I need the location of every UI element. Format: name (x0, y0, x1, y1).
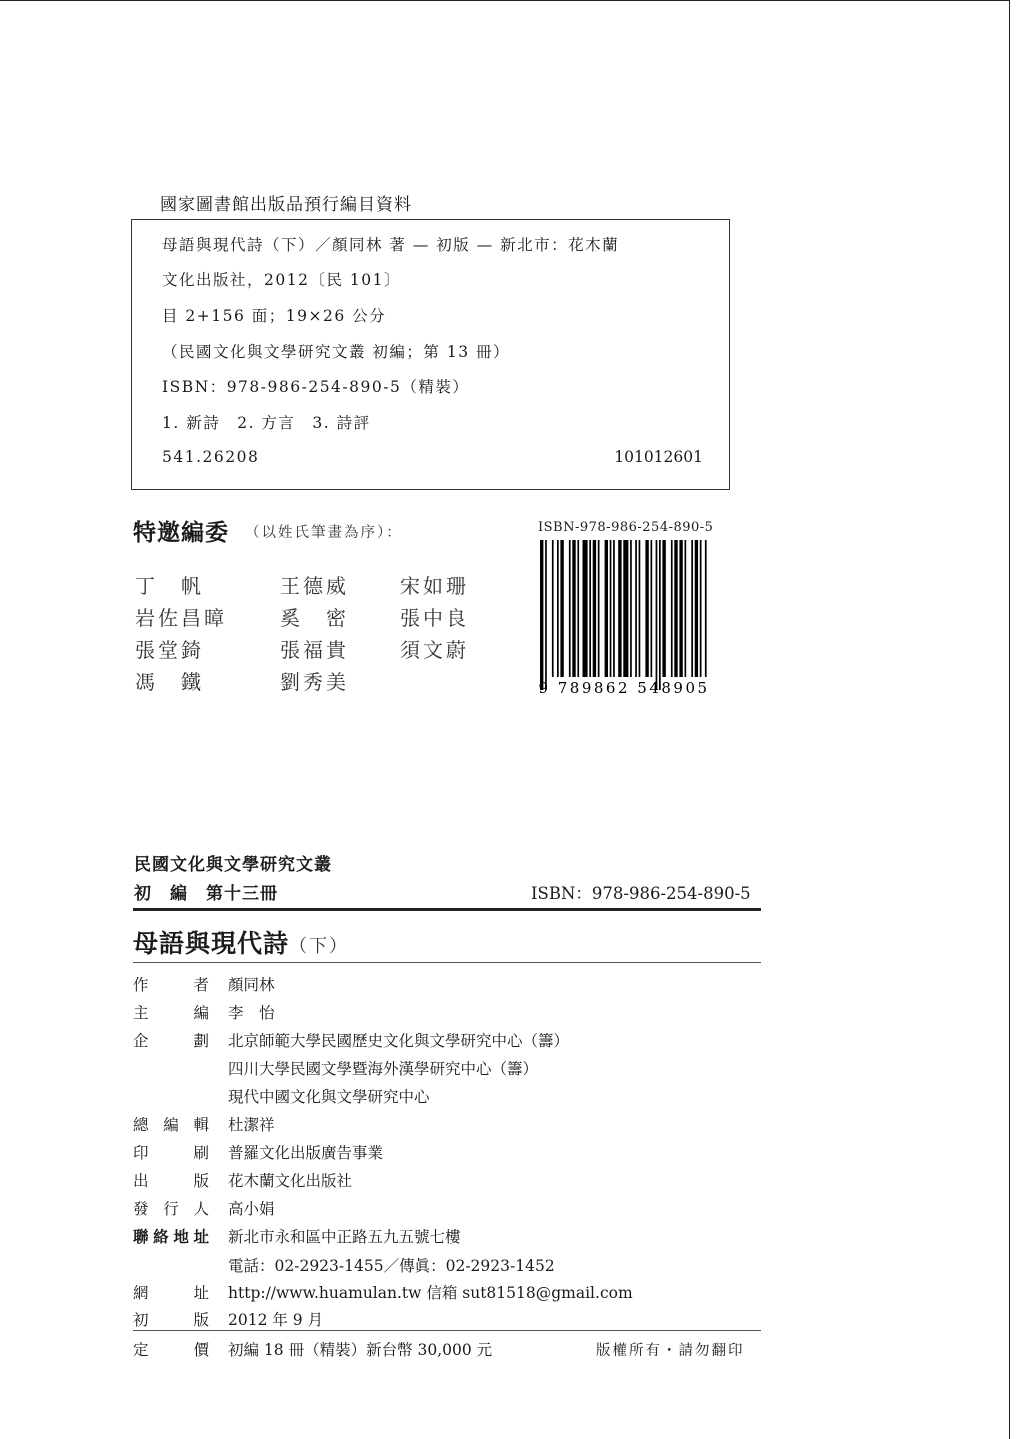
cip-heading: 國家圖書館出版品預行編目資料 (160, 195, 412, 215)
barcode-bar (560, 540, 563, 677)
rights-notice: 版權所有・請勿翻印 (596, 1343, 745, 1359)
phone-value: 電話：02-2923-1455／傳眞：02-2923-1452 (228, 1257, 555, 1275)
divider-thin (133, 962, 761, 963)
editor-label: 主 編 (133, 1004, 209, 1022)
editors-title: 特邀編委 (133, 519, 229, 546)
editor-name: 奚 密 (280, 606, 349, 630)
editor-name: 馮 鐵 (135, 670, 204, 694)
editor-name: 宋如珊 (400, 574, 469, 598)
barcode-bar (545, 540, 547, 690)
barcode-bar (583, 540, 588, 677)
barcode-bar (630, 540, 632, 677)
barcode-bar (593, 540, 596, 677)
barcode-bar (572, 540, 575, 677)
barcode-bar (618, 540, 621, 677)
cip-series-line: （民國文化與文學研究文叢 初編；第 13 冊） (162, 343, 511, 361)
barcode-bar (589, 540, 591, 677)
isbn-barcode (526, 536, 722, 696)
website-label: 網 址 (133, 1284, 209, 1302)
barcode-bar (598, 540, 600, 677)
cip-isbn-line: ISBN：978-986-254-890-5（精裝） (162, 378, 470, 396)
barcode-bar (679, 540, 682, 677)
chief-editor-label: 總 編 輯 (133, 1116, 209, 1134)
editor-name: 丁 帆 (135, 574, 204, 598)
planning-value-1: 北京師範大學民國歷史文化與文學研究中心（籌） (228, 1032, 570, 1050)
barcode-bar (635, 540, 637, 677)
printer-label: 印 刷 (133, 1144, 209, 1162)
barcode-bar (623, 540, 628, 677)
editor-name: 岩佐昌暲 (135, 606, 227, 630)
printer-value: 普羅文化出版廣告事業 (228, 1144, 384, 1162)
planning-value-3: 現代中國文化與文學研究中心 (228, 1088, 430, 1106)
series-volume: 初 編 第十三冊 (134, 884, 278, 904)
barcode-bar (540, 540, 543, 690)
barcode-bar (577, 540, 579, 677)
publisher-value: 花木蘭文化出版社 (228, 1172, 353, 1190)
barcode-bar (552, 540, 554, 677)
editors-note: （以姓氏筆畫為序）： (245, 525, 403, 541)
barcode-bar (671, 540, 673, 677)
cip-pages-line: 目 2+156 面；19×26 公分 (162, 307, 387, 325)
barcode-bar (645, 540, 648, 677)
barcode-bar (695, 540, 698, 677)
barcode-bar (651, 540, 653, 677)
editor-name: 須文蔚 (400, 638, 469, 662)
barcode-bar (662, 540, 665, 677)
editor-value: 李 怡 (228, 1004, 275, 1022)
barcode-bar (557, 540, 559, 677)
book-title (133, 924, 349, 960)
cip-title-line: 母語與現代詩（下）／顏同林 著 — 初版 — 新北市：花木蘭 (162, 236, 620, 254)
barcode-isbn-label: ISBN-978-986-254-890-5 (538, 520, 714, 535)
cip-subjects-line: 1. 新詩 2. 方言 3. 詩評 (162, 414, 371, 432)
cip-record-number: 101012601 (614, 448, 703, 466)
chief-editor-value: 杜潔祥 (228, 1116, 275, 1134)
barcode-bar (691, 540, 693, 677)
series-name: 民國文化與文學研究文叢 (134, 855, 332, 875)
divider-thick (133, 908, 761, 911)
barcode-digits: 9 789862 548905 (538, 679, 710, 696)
editor-name: 王德威 (280, 574, 349, 598)
book-title-sub: （下） (289, 936, 350, 957)
barcode-bar (685, 540, 687, 677)
barcode-bar (659, 540, 661, 690)
publisher-label: 出 版 (133, 1172, 209, 1190)
barcode-bar (613, 540, 615, 677)
edition-value: 2012 年 9 月 (228, 1311, 324, 1329)
barcode-bar (674, 540, 677, 677)
editor-name: 張中良 (400, 606, 469, 630)
barcode-bar (705, 540, 707, 677)
price-label: 定 價 (133, 1341, 209, 1359)
barcode-bar (656, 540, 658, 690)
cip-record-box (131, 219, 730, 490)
website-value: http://www.huamulan.tw 信箱 sut81518@gmail.com (228, 1284, 633, 1302)
editor-name: 張堂錡 (135, 638, 204, 662)
book-title-main: 母語與現代詩 (133, 929, 290, 958)
page-border-right (1009, 0, 1010, 1439)
barcode-bar (639, 540, 641, 677)
barcode-bar (569, 540, 571, 677)
planning-value-2: 四川大學民國文學暨海外漢學研究中心（籌） (228, 1060, 539, 1078)
divider-thin-bottom (133, 1330, 761, 1331)
price-value: 初編 18 冊（精裝）新台幣 30,000 元 (228, 1341, 493, 1359)
page-border-top (0, 0, 1010, 1)
barcode-bar (605, 540, 608, 677)
address-value: 新北市永和區中正路五九五號七樓 (228, 1228, 461, 1246)
author-value: 顏同林 (228, 976, 275, 994)
editor-name: 劉秀美 (280, 670, 349, 694)
series-isbn: ISBN：978-986-254-890-5 (531, 884, 751, 903)
cip-classification: 541.26208 (162, 448, 260, 466)
issuer-value: 高小娟 (228, 1200, 275, 1218)
cip-publisher-line: 文化出版社，2012〔民 101〕 (162, 271, 401, 289)
address-label: 聯 絡 地 址 (133, 1227, 209, 1246)
editor-name: 張福貴 (280, 638, 349, 662)
barcode-bar (700, 540, 702, 677)
author-label: 作 者 (133, 976, 209, 994)
barcode-bar (610, 540, 612, 677)
edition-label: 初 版 (133, 1311, 209, 1329)
planning-label: 企 劃 (133, 1032, 209, 1050)
issuer-label: 發 行 人 (133, 1200, 209, 1218)
